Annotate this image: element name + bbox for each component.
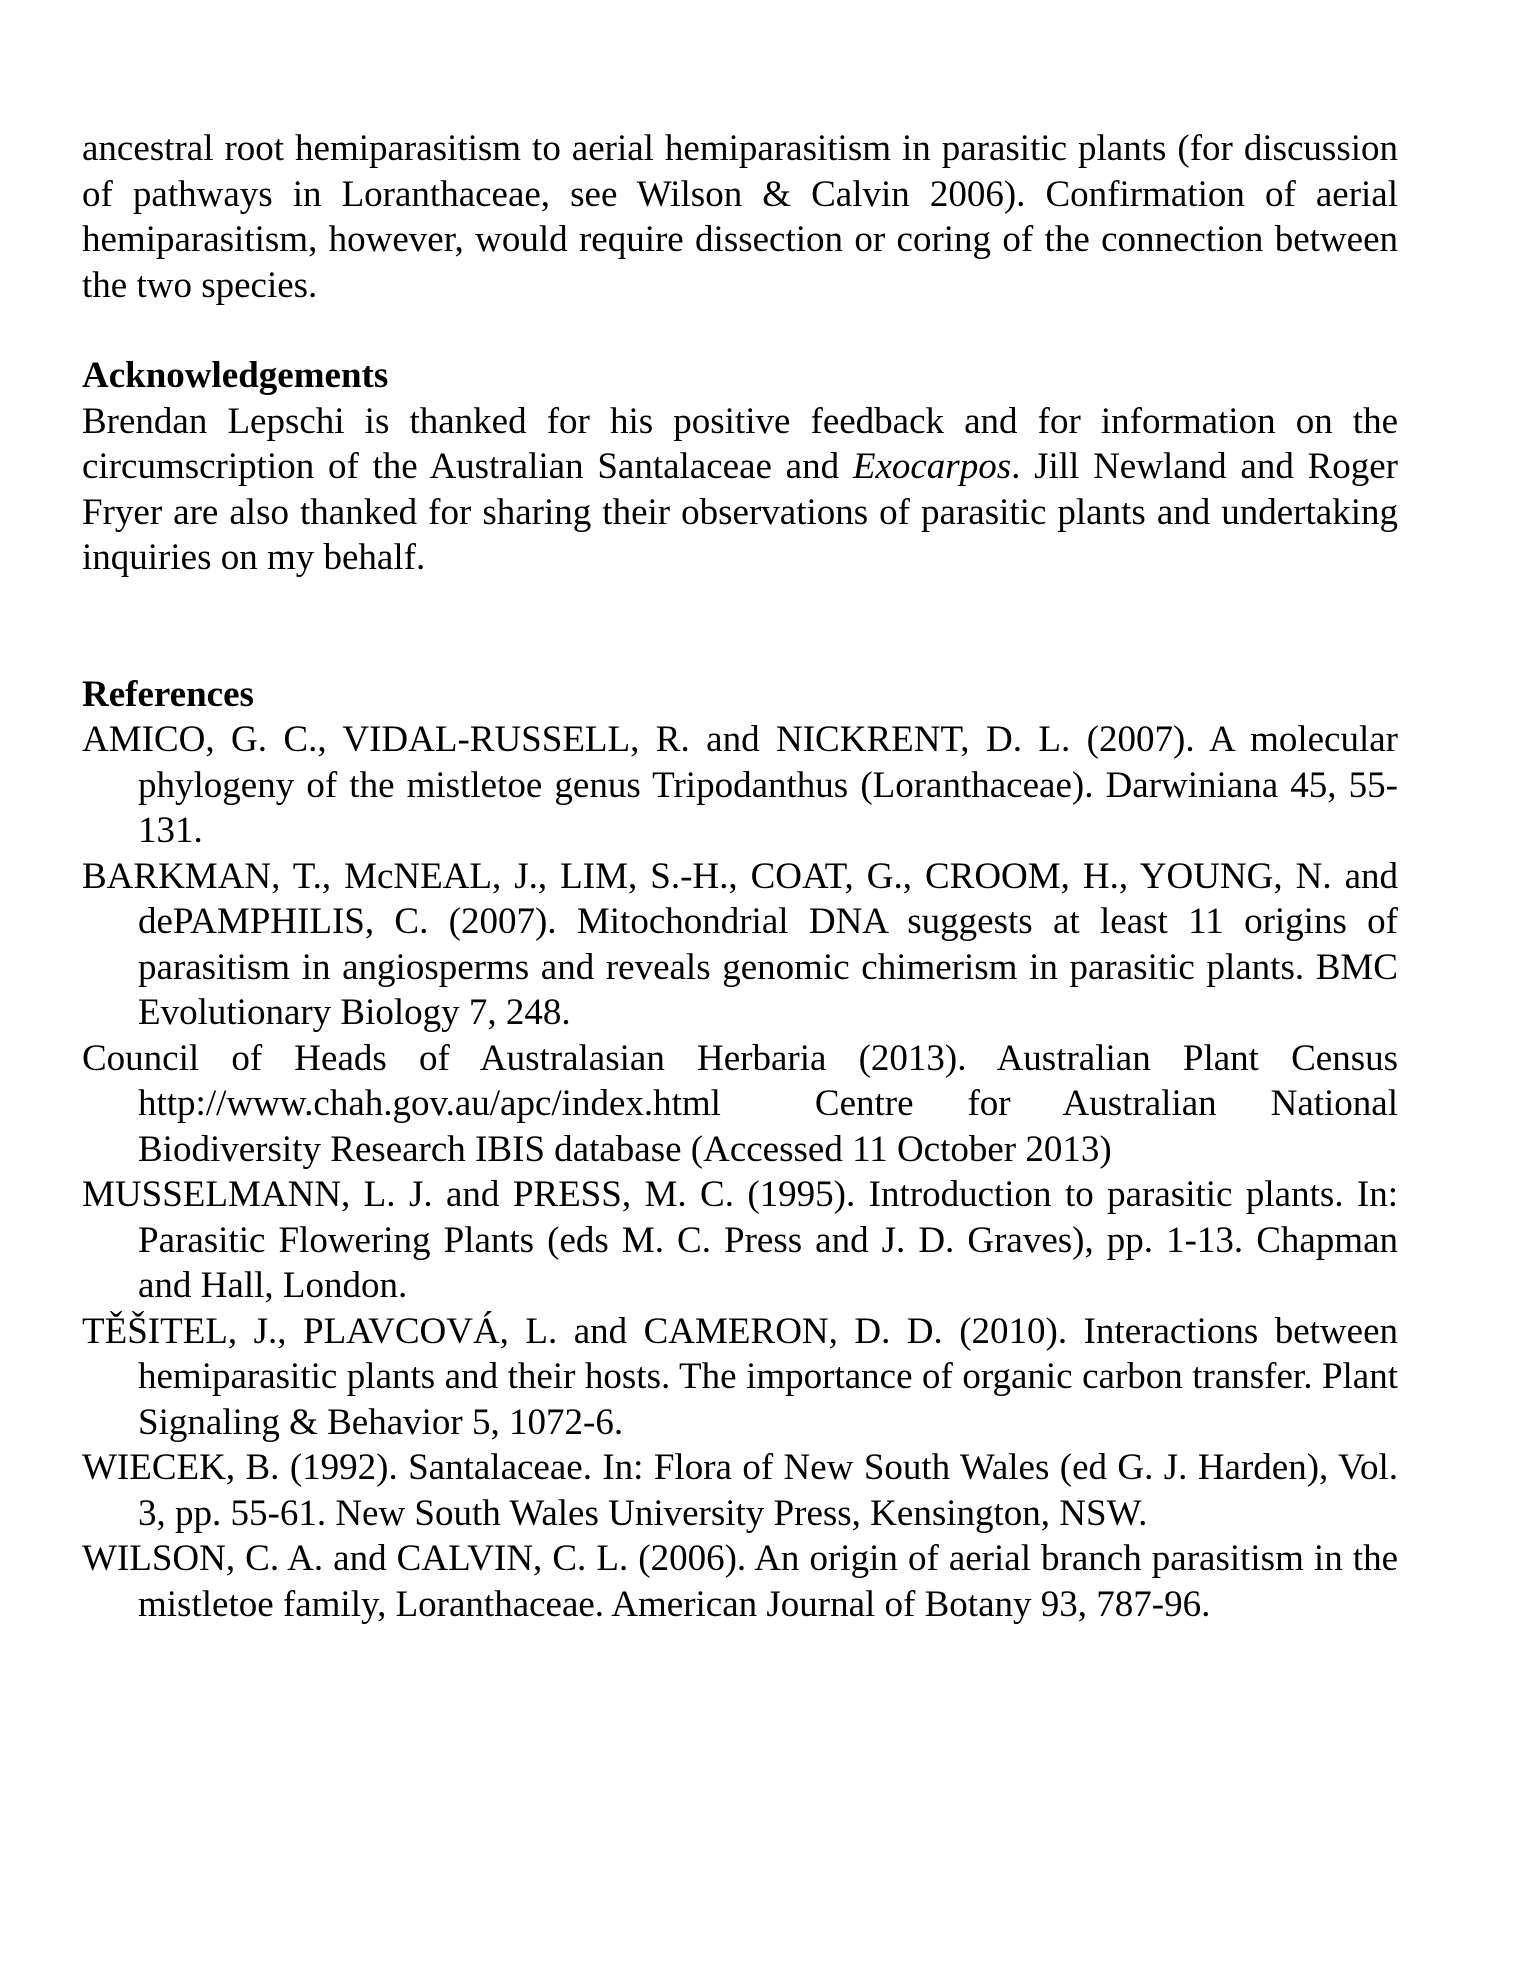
reference-url: http://www.chah.gov.au/apc/index.html: [138, 1083, 721, 1124]
reference-musselmann: MUSSELMANN, L. J. and PRESS, M. C. (1995). Introduction to parasitic plants. In: Parasitic Flowering Plants (eds M. C. Press and J. D. Graves), pp. 1-13. Chapman and Hall, London.: [82, 1174, 1398, 1306]
acknowledgements-section: [82, 353, 1398, 581]
acknowledgements-text-start: Brendan Lepschi is thanked for his positive feedback and for information on the circumscription of the Australian Santalaceae and: [82, 400, 1398, 487]
intro-paragraph: ancestral root hemiparasitism to aerial hemiparasitism in parasitic plants (for discussion of pathways in Loranthaceae, see Wilson & Calvin 2006). Confirmation of aerial hemiparasitism, however, would require dissection or coring of the connection between the two species.: [82, 128, 1398, 306]
reference-wiecek: WIECEK, B. (1992). Santalaceae. In: Flora of New South Wales (ed G. J. Harden), Vol. 3, pp. 55-61. New South Wales University Press, Kensington, NSW.: [82, 1447, 1398, 1534]
reference-barkman: BARKMAN, T., McNEAL, J., LIM, S.-H., COAT, G., CROOM, H., YOUNG, N. and dePAMPHILIS, C. (2007). Mitochondrial DNA suggests at least 11 origins of parasitism in angiosperms and reveals genomic chimerism in parasitic plants. BMC Evolutionary Biology 7, 248.: [82, 855, 1398, 1033]
document-page: [82, 126, 1398, 1627]
acknowledgements-text-end: . Jill Newland and Roger Fryer are also thanked for sharing their observations of parasitic plants and undertaking inquiries on my behalf.: [82, 446, 1398, 578]
references-heading: References: [82, 673, 254, 715]
reference-chah-text: Council of Heads of Australasian Herbaria (2013). Australian Plant Census: [82, 1037, 1398, 1079]
reference-wilson: WILSON, C. A. and CALVIN, C. L. (2006). An origin of aerial branch parasitism in the mistletoe family, Loranthaceae. American Journal of Botany 93, 787-96.: [82, 1538, 1398, 1625]
reference-chah-source: Centre for Australian National Biodiversity Research IBIS database (Accessed 11 October 2013): [138, 1083, 1399, 1170]
acknowledgements-paragraph: [82, 399, 1398, 581]
reference-tesitel: TĚŠITEL, J., PLAVCOVÁ, L. and CAMERON, D. D. (2010). Interactions between hemiparasitic plants and their hosts. The importance of organic carbon transfer. Plant Signaling & Behavior 5, 1072-6.: [82, 1310, 1398, 1443]
acknowledgements-heading: Acknowledgements: [82, 355, 389, 396]
section-spacer: [82, 308, 1398, 353]
reference-list: [82, 717, 1398, 1627]
section-spacer: [82, 581, 1398, 672]
references-section: [82, 672, 1398, 1628]
genus-name-italic: Exocarpos: [852, 446, 1012, 487]
reference-chah: [82, 1036, 1398, 1173]
reference-amico: AMICO, G. C., VIDAL-RUSSELL, R. and NICKRENT, D. L. (2007). A molecular phylogeny of the mistletoe genus Tripodanthus (Loranthaceae). Darwiniana 45, 55-131.: [82, 719, 1398, 851]
